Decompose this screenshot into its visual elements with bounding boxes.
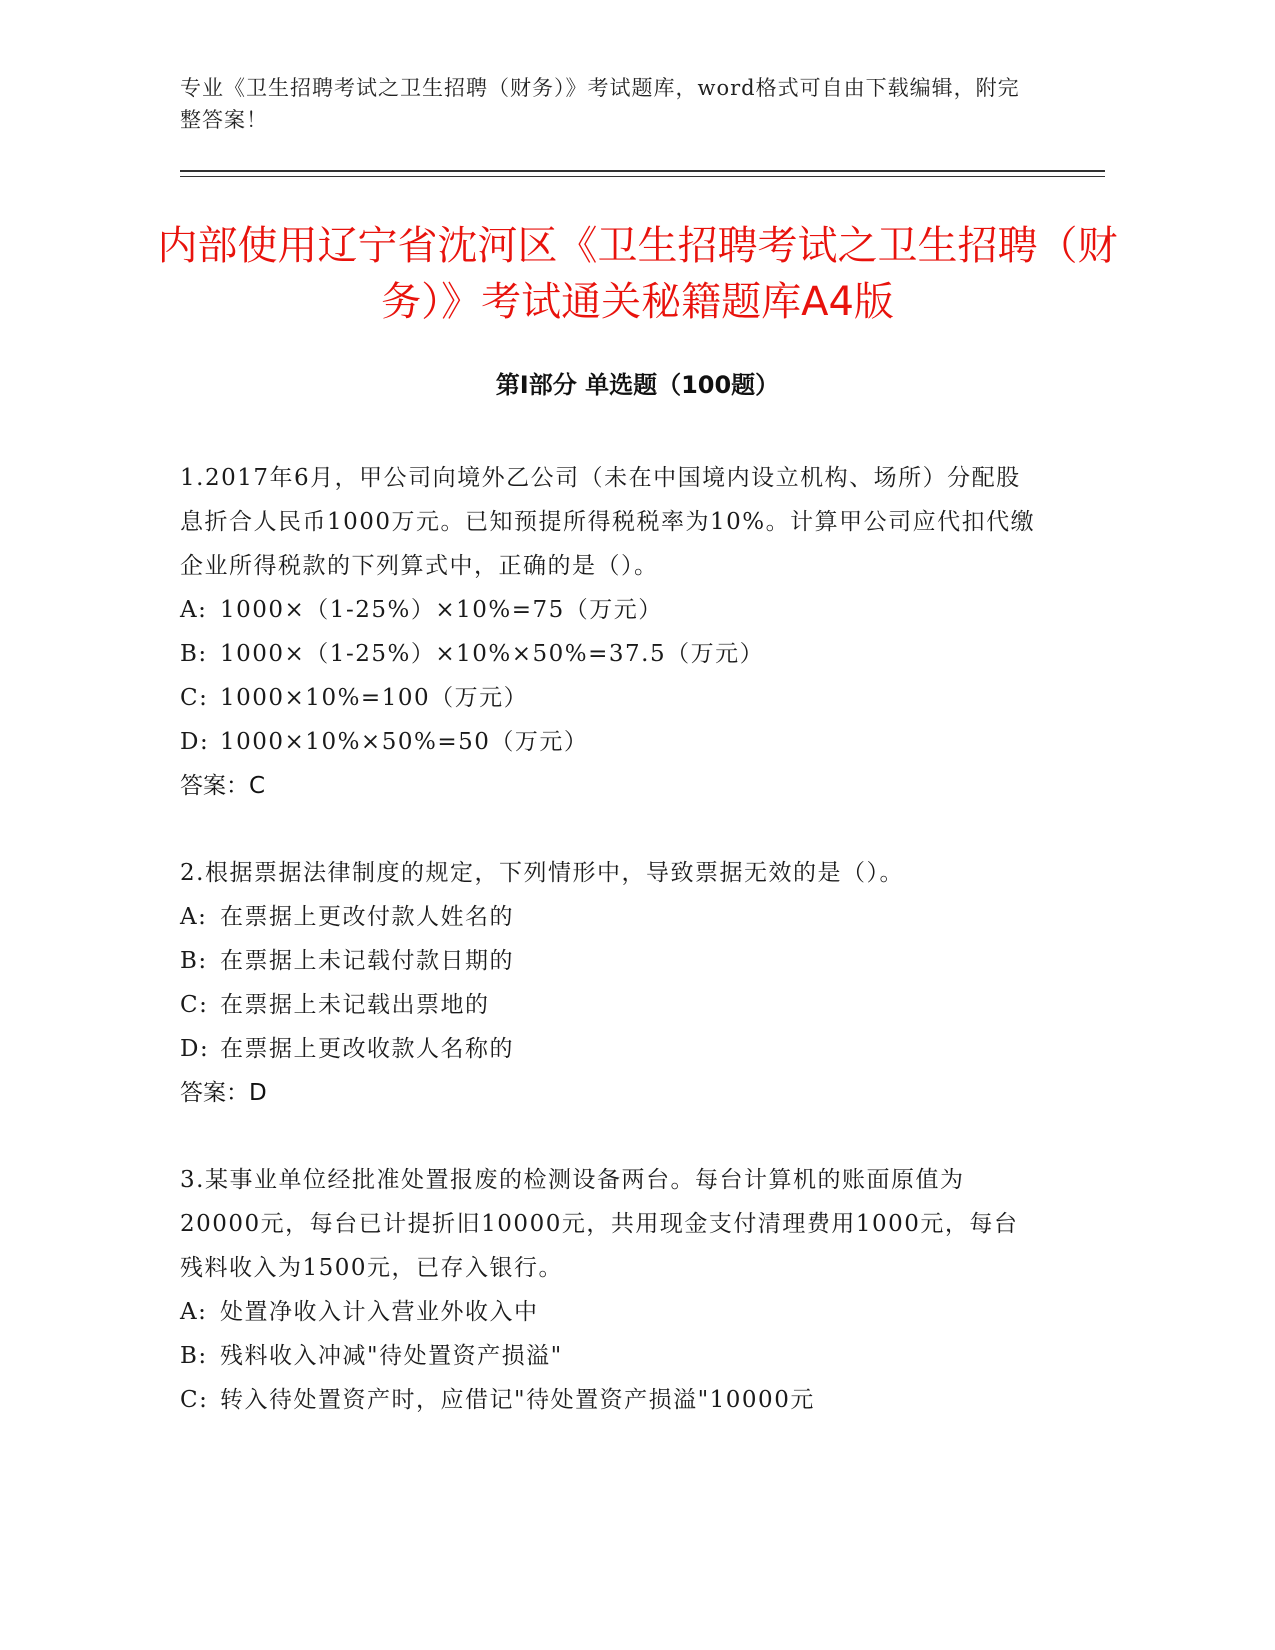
question-1 [180, 456, 1040, 808]
option-text: 在票据上未记载付款日期的 [220, 948, 514, 974]
option-a [180, 1290, 1040, 1334]
option-key: C: [180, 685, 209, 711]
option-key: A: [180, 1299, 208, 1325]
header-note: 专业《卫生招聘考试之卫生招聘（财务）》考试题库，word格式可自由下载编辑，附完整答案！ [180, 76, 1020, 132]
option-a [180, 895, 1040, 939]
option-key: B: [180, 641, 208, 667]
option-b [180, 939, 1040, 983]
option-c [180, 1378, 1040, 1422]
option-key: C: [180, 1387, 209, 1413]
option-b [180, 632, 1040, 676]
option-text: 在票据上未记载出票地的 [220, 992, 490, 1018]
question-list [180, 456, 1040, 1465]
option-key: D: [180, 729, 210, 755]
answer-line: 答案：C [180, 773, 266, 799]
option-c [180, 983, 1040, 1027]
option-text: 1000×10%=100（万元） [220, 685, 529, 711]
question-2 [180, 851, 1040, 1115]
option-key: B: [180, 1343, 208, 1369]
option-d [180, 720, 1040, 764]
option-key: B: [180, 948, 208, 974]
option-text: 在票据上更改收款人名称的 [220, 1036, 514, 1062]
question-stem: 2.根据票据法律制度的规定，下列情形中，导致票据无效的是（）。 [180, 860, 904, 886]
option-text: 处置净收入计入营业外收入中 [220, 1299, 539, 1325]
option-a [180, 588, 1040, 632]
option-key: A: [180, 904, 208, 930]
document-title: 内部使用辽宁省沈河区《卫生招聘考试之卫生招聘（财务）》考试通关秘籍题库A4版 [157, 223, 1118, 325]
header-divider-thin [180, 176, 1105, 177]
option-text: 1000×（1-25%）×10%×50%=37.5（万元） [220, 641, 765, 667]
option-c [180, 676, 1040, 720]
question-stem: 3.某事业单位经批准处置报废的检测设备两台。每台计算机的账面原值为20000元，每台已计提折旧10000元，共用现金支付清理费用1000元，每台残料收入为1500元，已存入银行。 [180, 1167, 1019, 1281]
option-text: 残料收入冲减"待处置资产损溢" [220, 1343, 563, 1369]
option-text: 1000×（1-25%）×10%=75（万元） [220, 597, 663, 623]
header-divider [180, 170, 1105, 172]
question-3 [180, 1158, 1040, 1422]
option-text: 在票据上更改付款人姓名的 [220, 904, 514, 930]
option-key: A: [180, 597, 208, 623]
option-b [180, 1334, 1040, 1378]
option-text: 转入待处置资产时，应借记"待处置资产损溢"10000元 [220, 1387, 815, 1413]
option-key: D: [180, 1036, 210, 1062]
question-stem: 1.2017年6月，甲公司向境外乙公司（未在中国境内设立机构、场所）分配股息折合人民币1000万元。已知预提所得税税率为10%。计算甲公司应代扣代缴企业所得税款的下列算式中，正确的是（）。 [180, 465, 1036, 579]
option-text: 1000×10%×50%=50（万元） [220, 729, 589, 755]
option-d [180, 1027, 1040, 1071]
option-key: C: [180, 992, 209, 1018]
answer-line: 答案：D [180, 1080, 267, 1106]
section-title: 第Ⅰ部分 单选题（100题） [495, 371, 780, 399]
